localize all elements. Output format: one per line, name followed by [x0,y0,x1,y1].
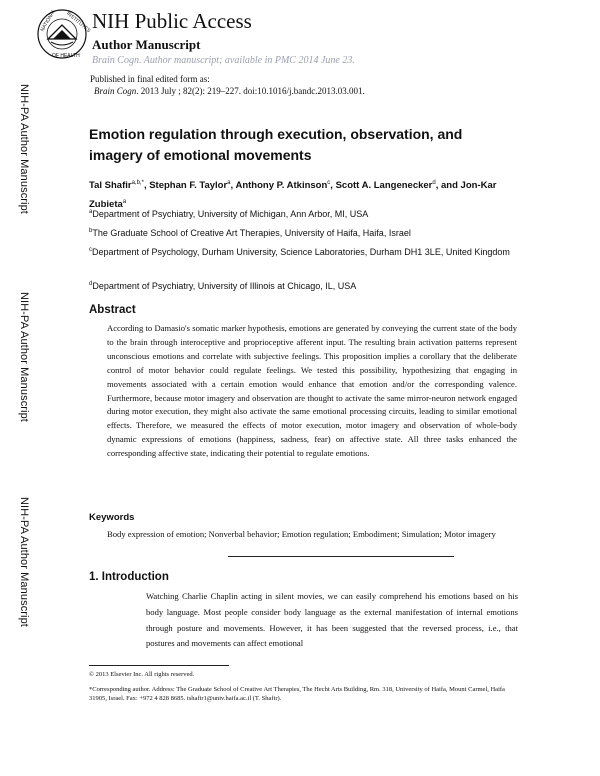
published-label: Published in final edited form as: [90,74,210,84]
brand-title: NIH Public Access [92,9,252,33]
divider [228,556,454,557]
manuscript-availability: Brain Cogn. Author manuscript; available in PMC 2014 June 23. [92,55,355,66]
author-affiliation-marker: a [227,180,231,186]
author-separator: , [230,180,236,192]
author-name: Anthony P. Atkinson [235,180,328,192]
side-banner: NIH-PA Author Manuscript [18,292,30,422]
svg-text:INSTITUTES: INSTITUTES [65,10,92,34]
author-affiliation-marker: a,b,* [131,180,144,186]
affiliation-b: $^b$The Graduate School of Creative Art Therapies, University of Haifa, Haifa, Israel [89,228,411,238]
author-name: Stephan F. Taylor [149,180,228,192]
author-name: Jon-Kar Zubieta [89,180,497,211]
svg-text:NATIONAL: NATIONAL [39,8,58,33]
author-name: Scott A. Langenecker [335,180,433,192]
paper-title: Emotion regulation through execution, observation, and imagery of emotional movements [89,126,463,163]
copyright-notice: © 2013 Elsevier Inc. All rights reserved. [89,671,195,678]
abstract-text: According to Damasio's somatic marker hypothesis, emotions are generated by conveying the current state of the body to the brain through interoceptive and proprioceptive afferent input. The resulting brain activation patterns represent unconscious emotions and correlate with subjective feelings. This proposition implies a corollary that the deliberate control of motor behavior could regulate feelings. We tested this possibility, hypothesizing that engaging in movements associated with a certain emotion would enhance that emotion and/or the corresponding valence. Furthermore, because motor imagery and observation are thought to activate the same mirror-neuron network engaged during motor execution, they might also activate the same emotional processing circuits, leading to similar emotional effects. Therefore, we measured the effects of motor execution, motor imagery and observation of whole-body dynamic expressions of emotions (happiness, sadness, fear) on affective state. All three tasks enhanced the corresponding affective state, indicating their potential to regulate emotions. [107,323,517,459]
keywords-text: Body expression of emotion; Nonverbal behavior; Emotion regulation; Embodiment; Simulation; Motor imagery [107,529,496,539]
journal-name: Brain Cogn [94,86,137,96]
author-affiliation-marker: d [432,180,436,186]
footnote-divider [89,665,229,666]
author-affiliation-marker: a [122,199,127,206]
introduction-text: Watching Charlie Chaplin acting in silent movies, we can easily comprehend his emotions based on his body language. Most people consider body language as the external manifestation of internal emotions through posture and movements. However, it has been suggested that the reversed process, i.e., that postures and movements can affect emotional [146,591,518,649]
corresponding-author-note: *Corresponding author. Address: The Graduate School of Creative Art Therapies, The Hecht Arts Building, Rm. 318, University of Haifa, Mount Carmel, Haifa 31905, Israel. Fax: +972 4 828 8685. tshafir1@univ.haifa.ac.il (T. Shafir). [89,686,505,702]
nih-seal-logo [36,8,92,60]
abstract-heading: Abstract [89,304,136,316]
side-banner: NIH-PA Author Manuscript [18,84,30,214]
brand-subtitle: Author Manuscript [92,37,201,52]
keywords-heading: Keywords [89,512,135,523]
citation-rest: . 2013 July ; 82(2): 219–227. doi:10.1016/j.bandc.2013.03.001. [136,86,365,96]
author-separator: , [143,180,150,192]
affiliation-a: $^a$Department of Psychiatry, University of Michigan, Ann Arbor, MI, USA [89,209,369,219]
affiliation-c: $^c$Department of Psychology, Durham University, Science Laboratories, Durham DH1 3LE, United Kingdom [89,247,510,257]
side-banner: NIH-PA Author Manuscript [18,497,30,627]
author-affiliation-marker: c [327,180,331,186]
author-name: Tal Shafir [89,180,132,192]
author-separator: , [330,180,336,192]
author-separator: , and [435,180,461,192]
svg-text:OF HEALTH: OF HEALTH [52,53,80,59]
citation [94,86,365,96]
affiliation-d: $^d$Department of Psychiatry, University of Illinois at Chicago, IL, USA [89,281,357,291]
introduction-heading: 1. Introduction [89,571,169,583]
